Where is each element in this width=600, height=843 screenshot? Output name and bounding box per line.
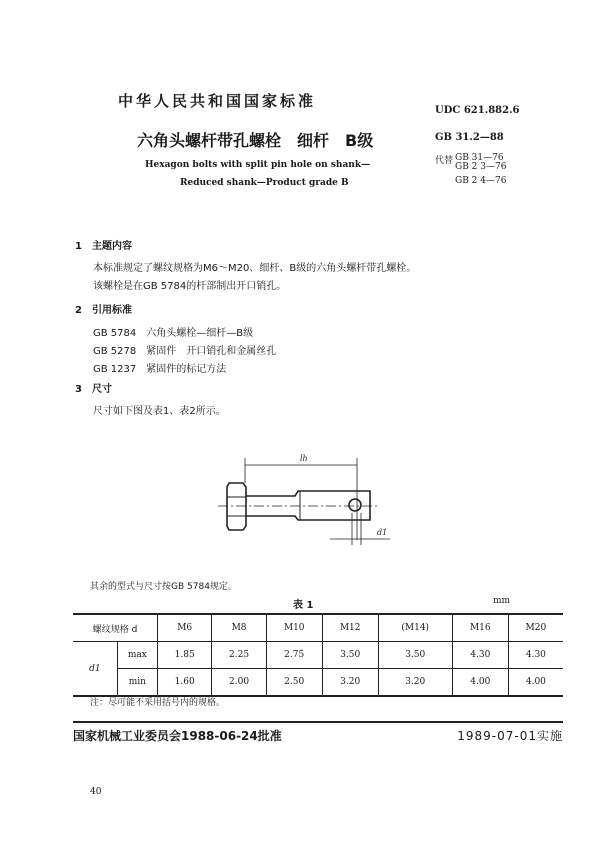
doc-title-en-1: Hexagon bolts with split pin hole on shank— (145, 160, 371, 170)
column-header: M12 (322, 614, 378, 642)
replaces-2: GB 2 3—76 (455, 162, 507, 172)
header-label: 螺纹规格 d (73, 614, 158, 642)
footer-divider (73, 721, 563, 723)
table-cell: 2.00 (212, 669, 266, 697)
udc-number: UDC 621.882.6 (435, 105, 520, 116)
table-cell: 2.25 (212, 642, 266, 669)
column-header: M20 (508, 614, 563, 642)
table-row (73, 669, 563, 697)
reference-item: GB 1237 紧固件的标记方法 (93, 364, 227, 375)
table-note-above: 其余的型式与尺寸按GB 5784规定。 (90, 582, 237, 592)
table-caption: 表 1 (293, 600, 314, 611)
column-header: (M14) (378, 614, 452, 642)
dimension-table (73, 613, 563, 697)
column-header: M16 (452, 614, 508, 642)
page-number: 40 (90, 787, 102, 797)
table-cell: 4.30 (452, 642, 508, 669)
gb-number: GB 31.2—88 (435, 132, 504, 143)
doc-title-cn: 六角头螺杆带孔螺栓 细杆 B级 (137, 131, 374, 150)
section-1-line: 该螺栓是在GB 5784的杆部制出开口销孔。 (93, 281, 287, 292)
section-3-heading: 3 尺寸 (75, 384, 112, 395)
replaces-1: GB 31—76 (455, 153, 504, 163)
dim-lh-label: lh (300, 454, 308, 463)
dim-d1-label: d1 (377, 528, 388, 537)
table-cell: 4.00 (452, 669, 508, 697)
column-header: M8 (212, 614, 266, 642)
replaces-label: 代替 (435, 156, 454, 166)
row-sublabel: max (117, 642, 157, 669)
table-cell: 2.50 (266, 669, 322, 697)
section-1-line: 本标准规定了螺纹规格为M6～M20、细杆、B级的六角头螺杆带孔螺栓。 (93, 263, 417, 274)
replaces-3: GB 2 4—76 (455, 176, 507, 186)
section-3-line: 尺寸如下图及表1、表2所示。 (93, 406, 226, 417)
row-sublabel: min (117, 669, 157, 697)
doc-title-en-2: Reduced shank—Product grade B (180, 178, 349, 188)
column-header: M10 (266, 614, 322, 642)
approval-text: 国家机械工业委员会1988-06-24批准 (73, 729, 282, 743)
column-header: M6 (158, 614, 212, 642)
effective-date: 1989-07-01实施 (457, 729, 563, 743)
table-note: 注：尽可能不采用括号内的规格。 (90, 698, 226, 708)
table-cell: 1.85 (158, 642, 212, 669)
table-cell: 2.75 (266, 642, 322, 669)
table-cell: 3.50 (322, 642, 378, 669)
table-header-row (73, 614, 563, 642)
table-cell: 1.60 (158, 669, 212, 697)
section-2-heading: 2 引用标准 (75, 305, 132, 316)
reference-item: GB 5278 紧固件 开口销孔和金属丝孔 (93, 346, 277, 357)
table-cell: 3.20 (378, 669, 452, 697)
table-unit: mm (493, 596, 511, 606)
table-cell: 4.00 (508, 669, 563, 697)
reference-item: GB 5784 六角头螺栓—细杆—B级 (93, 328, 254, 339)
row-label: d1 (73, 642, 117, 697)
section-1-heading: 1 主题内容 (75, 241, 132, 252)
table-cell: 3.20 (322, 669, 378, 697)
table-cell: 4.30 (508, 642, 563, 669)
org-title: 中华人民共和国国家标准 (118, 92, 317, 110)
table-row (73, 642, 563, 669)
table-cell: 3.50 (378, 642, 452, 669)
